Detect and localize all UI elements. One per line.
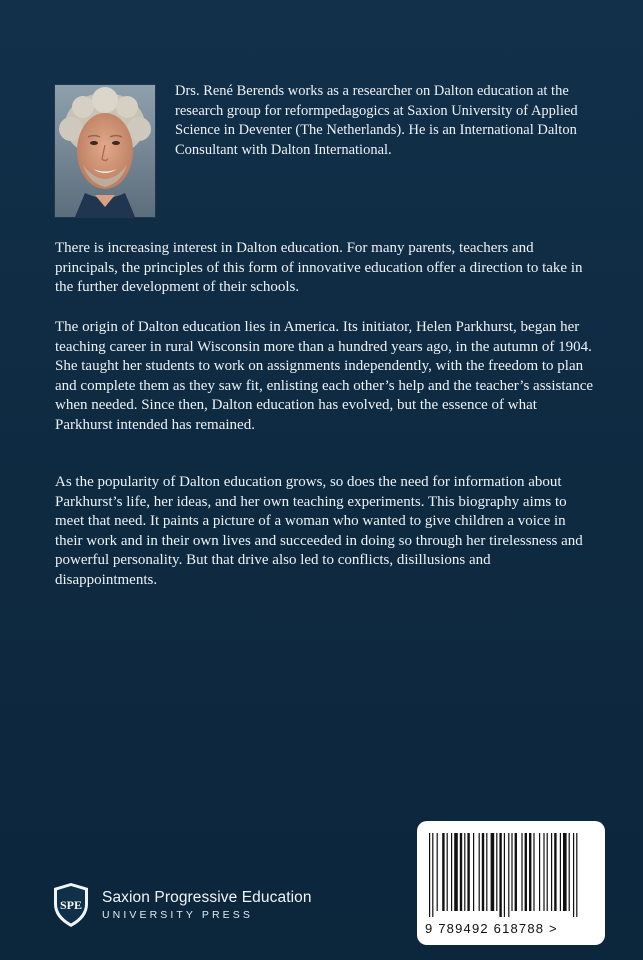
barcode-bar bbox=[569, 833, 570, 911]
barcode-bar bbox=[508, 833, 509, 917]
barcode-bar bbox=[482, 833, 484, 911]
barcode-bar bbox=[442, 833, 444, 911]
blurb-paragraph-3: As the popularity of Dalton education grows, so does the need for information about Parkhurst’s life, her ideas, and her own teaching experiments. This biography aims to meet that need. It paints a picture of a woman who wanted to give children a voice in their work and in their own lives and succeeded in doing so through her tirelessness and powerful personality. But that drive also led to conflicts, disillusions and disappointments. bbox=[55, 474, 583, 588]
barcode-bars bbox=[425, 833, 597, 919]
barcode-bar bbox=[554, 833, 556, 911]
barcode-bar bbox=[551, 833, 552, 911]
barcode-bar bbox=[451, 833, 452, 911]
barcode-bar bbox=[447, 833, 448, 911]
barcode-bar bbox=[499, 833, 501, 917]
publisher-subtitle: UNIVERSITY PRESS bbox=[102, 908, 253, 921]
barcode-bar bbox=[515, 833, 517, 911]
barcode-bar bbox=[563, 833, 567, 911]
barcode-bar bbox=[543, 833, 544, 911]
barcode-bar bbox=[511, 833, 512, 911]
barcode-bar bbox=[496, 833, 497, 911]
barcode bbox=[417, 821, 605, 945]
barcode-bar bbox=[533, 833, 534, 911]
barcode-bar bbox=[576, 833, 577, 917]
barcode-bar bbox=[486, 833, 487, 911]
publisher-logo bbox=[52, 880, 312, 930]
barcode-bar bbox=[504, 833, 505, 917]
barcode-bar bbox=[437, 833, 438, 911]
shield-icon bbox=[52, 882, 90, 928]
barcode-bar bbox=[560, 833, 561, 911]
logo-letters: SPE bbox=[59, 898, 83, 912]
barcode-bar bbox=[491, 833, 495, 911]
barcode-bar bbox=[464, 833, 465, 911]
author-bio: Drs. René Berends works as a researcher on Dalton education at the research group for reformpedagogics at Saxion University of Applied Science in Deventer (The Netherlands). He is an International Dalton Consultant with Dalton International. bbox=[175, 83, 578, 158]
isbn-number: 9 789492 618788 > bbox=[425, 921, 558, 936]
barcode-bar bbox=[521, 833, 522, 911]
barcode-bar bbox=[479, 833, 480, 911]
blurb-paragraph-2: The origin of Dalton education lies in America. Its initiator, Helen Parkhurst, began her teaching career in rural Wisconsin more than a hundred years ago, in the autumn of 1904. She taught her students to work on assignments independently, with the freedom to plan and complete them as they saw fit, enlisting each other’s help and the teacher’s assistance when needed. Since then, Dalton education has evolved, but the essence of what Parkhurst intended has remained. bbox=[55, 319, 594, 433]
barcode-bar bbox=[454, 833, 458, 911]
barcode-bar bbox=[573, 833, 574, 917]
author-portrait-image bbox=[55, 85, 155, 217]
barcode-bar bbox=[525, 833, 527, 911]
barcode-bar bbox=[529, 833, 531, 911]
barcode-bar bbox=[432, 833, 433, 917]
author-photo bbox=[55, 85, 155, 217]
publisher-name: Saxion Progressive Education bbox=[102, 888, 312, 906]
blurb-paragraph-1: There is increasing interest in Dalton education. For many parents, teachers and principals, the principles of this form of innovative education offer a direction to take in the further development of their schools. bbox=[55, 240, 583, 295]
barcode-bar bbox=[467, 833, 469, 911]
barcode-bar bbox=[547, 833, 548, 911]
barcode-bar bbox=[473, 833, 474, 911]
barcode-bar bbox=[429, 833, 430, 917]
barcode-bar bbox=[539, 833, 540, 911]
barcode-bar bbox=[460, 833, 462, 911]
